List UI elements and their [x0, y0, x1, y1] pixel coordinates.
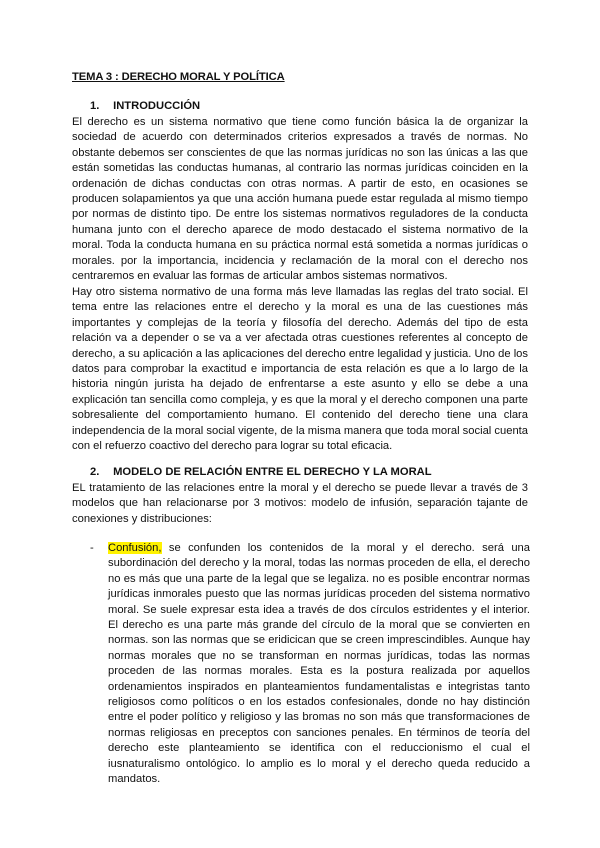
bullet-text: [108, 541, 530, 788]
paragraph-modelo: EL tratamiento de las relaciones entre la moral y el derecho se puede llevar a través de 3 modelos que han relacionarse por 3 motivos: modelo de infusión, separación tajante de conexiones y distribuciones:: [72, 482, 528, 525]
highlighted-term: Confusión,: [108, 542, 162, 554]
paragraph-intro-2: Hay otro sistema normativo de una forma más leve llamadas las reglas del trato social. El tema entre las relaciones entre el derecho y la moral es una de las cuestiones más importantes y complejas de la teoría y filosofía del derecho. Además del tipo de esta relación va a depender o se va a ver afectada otras cuestiones referentes al concepto de derecho, a su aplicación a las aplicaciones del derecho entre legalidad y justicia. Uno de los datos para comprobar la exactitud e importancia de esta relación es que a lo largo de la historia ningún jurista ha dejado de enfrentarse a este asunto y ello se debe a una explicación tan sencilla como compleja, y es que la moral y el derecho componen una parte sobresaliente del comportamiento humano. El contenido del derecho tiene una clara independencia de la moral social vigente, de la misma manera que toda moral social cuenta con el refuerzo coactivo del derecho para lograr su total eficacia.: [72, 286, 528, 453]
section-heading-modelo: [90, 466, 432, 478]
section-title: INTRODUCCIÓN: [113, 100, 201, 112]
section-number: 1.: [90, 100, 100, 112]
paragraph-intro-1: El derecho es un sistema normativo que tiene como función básica la de organizar la sociedad de acuerdo con determinados criterios expresados a través de normas. No obstante debemos ser conscientes de que las normas jurídicas no son las únicas a las que están sometidas las conductas humanas, al contrario las normas jurídicas coinciden en la ordenación de dichas conductas con otras normas. A partir de esto, en ocasiones se producen solapamientos ya que una acción humana puede estar regulada al mismo tiempo por normas de distinto tipo. De entre los sistemas normativos reguladores de la conducta humana junto con el derecho aparece de modo destacado el sistema normativo de la moral. Toda la conducta humana en su práctica normal está sometida a normas jurídicas o morales. por la importancia, incidencia y reclamación de la moral con el derecho nos centraremos en evaluar las formas de articular ambos sistemas normativos.: [72, 116, 528, 283]
section-title: MODELO DE RELACIÓN ENTRE EL DERECHO Y LA MORAL: [113, 466, 432, 478]
bullet-dash: -: [90, 542, 94, 554]
bullet-body: se confunden los contenidos de la moral y el derecho. será una subordinación del derecho y la moral, todas las normas proceden de ella, el derecho no es más que una parte de la legal que se legaliza. no es posible encontrar normas jurídicas inmorales puesto que las normas jurídicas proceden del sistema normativo moral. Se suele expresar esta idea a través de dos círculos estridentes y el interior. El derecho es una parte más grande del círculo de la moral que se convierten en normas. son las normas que se eridicican que se creen imprescindibles. Aunque hay normas morales que no se transforman en normas jurídicas, todas las normas proceden de las normas morales. Esta es la postura realizada por aquellos ordenamientos inspirados en planteamientos fundamentalistas e integristas tanto religiosos como políticos o en los estados confesionales, donde no hay distinción entre el poder político y religioso y las bromas no son más que transformaciones de normas religiosas en preceptos con sanciones penales. En términos de teoría del derecho este planteamiento se identifica con el reduccionismo el cual el iusnaturalismo ontológico. lo amplio es lo moral y el derecho queda reducido a mandatos.: [108, 542, 530, 786]
section-number: 2.: [90, 466, 100, 478]
section-heading-introduccion: [90, 100, 200, 112]
document-title: TEMA 3 : DERECHO MORAL Y POLÍTICA: [72, 71, 285, 83]
